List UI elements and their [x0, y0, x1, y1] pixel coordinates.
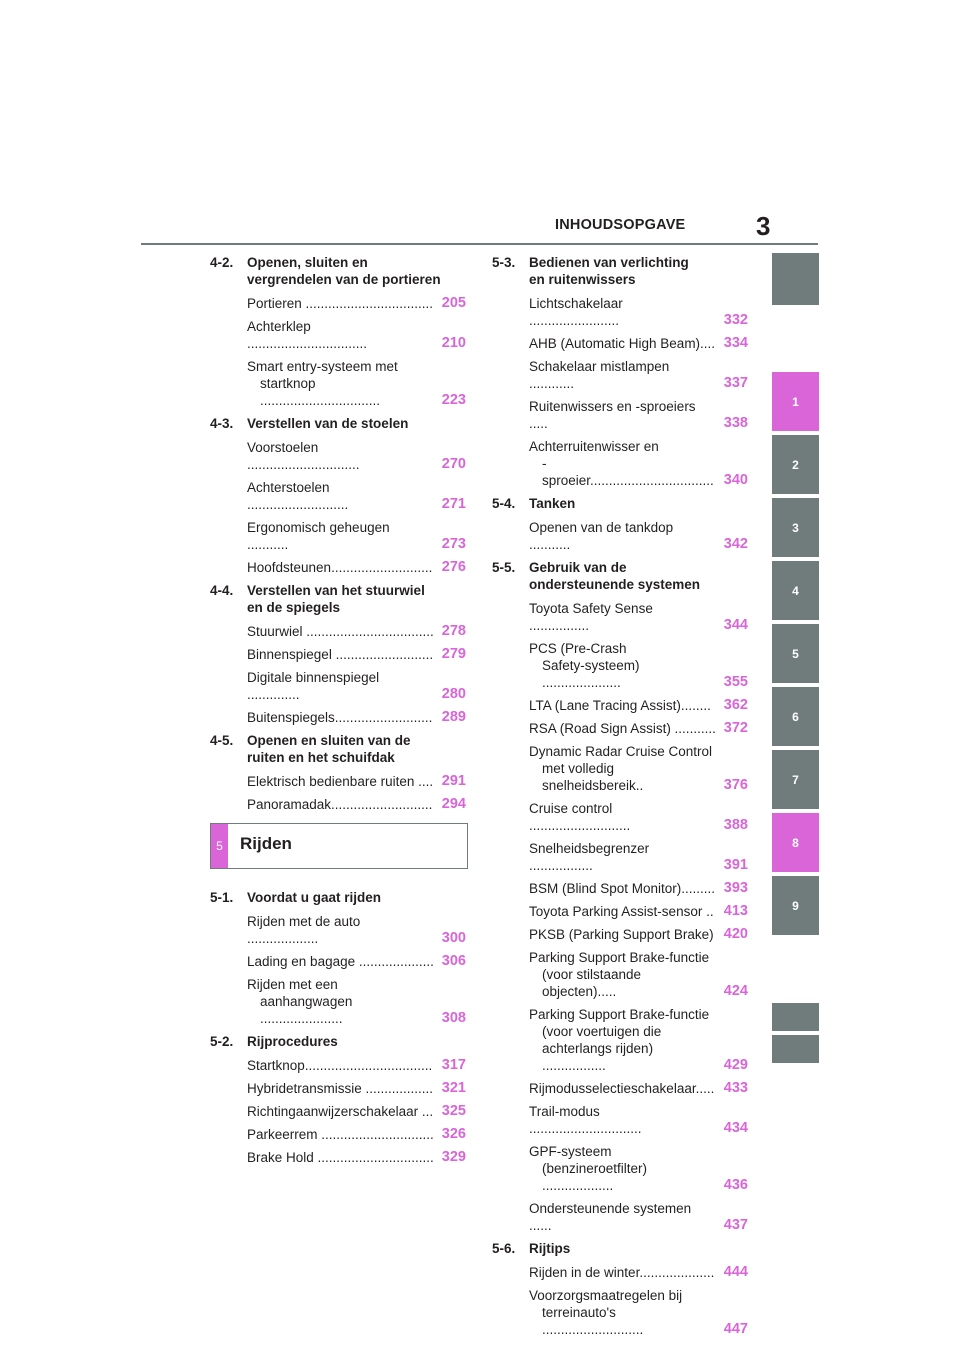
- toc-right-column: [492, 254, 750, 1344]
- page-link[interactable]: 271: [441, 496, 466, 512]
- toc-entry[interactable]: PCS (Pre-Crash Safety-systeem) ..................... 355: [529, 641, 748, 690]
- page-link[interactable]: 210: [441, 335, 466, 351]
- toc-entry[interactable]: Achterruitenwisser en -sproeier................................. 340: [529, 439, 748, 488]
- page-link[interactable]: 325: [441, 1103, 466, 1119]
- chapter-tab-4[interactable]: 4: [772, 561, 819, 620]
- page-number: 3: [756, 211, 771, 241]
- chapter-tab-1[interactable]: 1: [772, 372, 819, 431]
- chapter-title: Rijden: [240, 834, 292, 853]
- toc-entry[interactable]: Voorstoelen .............................. 270: [247, 440, 466, 472]
- page-link[interactable]: 334: [723, 335, 748, 351]
- toc-entry[interactable]: Snelheidsbegrenzer ................. 391: [529, 841, 748, 873]
- toc-entry[interactable]: AHB (Automatic High Beam).... 334: [529, 335, 748, 351]
- toc-left-column: [210, 254, 468, 1172]
- page-link[interactable]: 326: [441, 1126, 466, 1142]
- chapter-tab-8[interactable]: 8: [772, 813, 819, 872]
- page-link[interactable]: 344: [723, 617, 748, 633]
- chapter-tab-blank-b[interactable]: [772, 1035, 819, 1063]
- toc-entry[interactable]: Elektrisch bedienbare ruiten .... 291: [247, 773, 466, 789]
- page-link[interactable]: 388: [723, 817, 748, 833]
- toc-entry[interactable]: RSA (Road Sign Assist) ........... 372: [529, 720, 748, 736]
- toc-entry[interactable]: Buitenspiegels.......................... 289: [247, 709, 466, 725]
- toc-entry[interactable]: Rijmodusselectieschakelaar..... 433: [529, 1080, 748, 1096]
- toc-entry[interactable]: GPF-systeem (benzineroetfilter) ................... 436: [529, 1144, 748, 1193]
- chapter-tab-3[interactable]: 3: [772, 498, 819, 557]
- toc-entry[interactable]: Voorzorgsmaatregelen bij terreinauto's ........................... 447: [529, 1288, 748, 1337]
- chapter-heading-box: [210, 823, 468, 869]
- page-link[interactable]: 337: [723, 375, 748, 391]
- page-link[interactable]: 317: [441, 1057, 466, 1073]
- section-heading: 5-2. Rijprocedures: [210, 1034, 338, 1049]
- toc-entry[interactable]: Brake Hold ............................... 329: [247, 1149, 466, 1165]
- section-heading: 5-5. Gebruik van de ondersteunende systemen: [492, 560, 701, 592]
- toc-entry[interactable]: Parking Support Brake-functie (voor stilstaande objecten)..... 424: [529, 950, 748, 999]
- header-title: INHOUDSOPGAVE: [555, 217, 686, 233]
- page-link[interactable]: 355: [723, 674, 748, 690]
- toc-entry[interactable]: Ergonomisch geheugen ........... 273: [247, 520, 466, 552]
- chapter-tab-9[interactable]: 9: [772, 876, 819, 935]
- toc-entry[interactable]: Toyota Parking Assist-sensor .. 413: [529, 903, 748, 919]
- page-link[interactable]: 434: [723, 1120, 748, 1136]
- toc-entry[interactable]: Panoramadak........................... 294: [247, 796, 466, 812]
- toc-entry[interactable]: Rijden in de winter.................... 444: [529, 1264, 748, 1280]
- chapter-tab-blank-top[interactable]: [772, 253, 819, 305]
- toc-entry[interactable]: Openen van de tankdop ........... 342: [529, 520, 748, 552]
- page-link[interactable]: 436: [723, 1177, 748, 1193]
- page-link[interactable]: 223: [441, 392, 466, 408]
- section-heading: 5-3. Bedienen van verlichting en ruitenwissers: [492, 255, 689, 287]
- page-link[interactable]: 447: [723, 1321, 748, 1337]
- toc-entry[interactable]: Rijden met een aanhangwagen ...................... 308: [247, 977, 466, 1026]
- toc-entry[interactable]: Trail-modus .............................. 434: [529, 1104, 748, 1136]
- section-heading: 5-6. Rijtips: [492, 1241, 571, 1256]
- toc-entry[interactable]: Portieren .................................. 205: [247, 295, 466, 311]
- page-link[interactable]: 205: [441, 295, 466, 311]
- section-heading: 5-1. Voordat u gaat rijden: [210, 890, 382, 905]
- toc-entry[interactable]: Hoofdsteunen........................... 276: [247, 559, 466, 575]
- page-link[interactable]: 424: [723, 983, 748, 999]
- toc-entry[interactable]: PKSB (Parking Support Brake) 420: [529, 926, 748, 942]
- page-link[interactable]: 273: [441, 536, 466, 552]
- toc-entry[interactable]: Cruise control ........................... 388: [529, 801, 748, 833]
- section-heading: 4-4. Verstellen van het stuurwiel en de spiegels: [210, 583, 425, 615]
- page-link[interactable]: 433: [723, 1080, 748, 1096]
- toc-entry[interactable]: Binnenspiegel .......................... 279: [247, 646, 466, 662]
- section-heading: 4-2. Openen, sluiten en vergrendelen van de portieren: [210, 255, 441, 287]
- toc-entry[interactable]: Parking Support Brake-functie (voor voertuigen die achterlangs rijden) ................. 429: [529, 1007, 748, 1073]
- toc-entry[interactable]: Digitale binnenspiegel .............. 280: [247, 670, 466, 702]
- page-link[interactable]: 372: [723, 720, 748, 736]
- chapter-tab-2[interactable]: 2: [772, 435, 819, 494]
- page-link[interactable]: 300: [441, 930, 466, 946]
- page-link[interactable]: 306: [441, 953, 466, 969]
- chapter-number: 5: [211, 824, 228, 868]
- page-link[interactable]: 340: [723, 472, 748, 488]
- toc-entry[interactable]: Toyota Safety Sense ................ 344: [529, 601, 748, 633]
- page-link[interactable]: 437: [723, 1217, 748, 1233]
- toc-entry[interactable]: Parkeerrem .............................. 326: [247, 1126, 466, 1142]
- toc-entry[interactable]: LTA (Lane Tracing Assist)........ 362: [529, 697, 748, 713]
- chapter-tab-blank-a[interactable]: [772, 1003, 819, 1031]
- toc-entry[interactable]: BSM (Blind Spot Monitor)......... 393: [529, 880, 748, 896]
- chapter-tab-5[interactable]: 5: [772, 624, 819, 683]
- section-heading: 5-4. Tanken: [492, 496, 576, 511]
- page-link[interactable]: 342: [723, 536, 748, 552]
- page-link[interactable]: 270: [441, 456, 466, 472]
- page-link[interactable]: 420: [723, 926, 748, 942]
- page-link[interactable]: 276: [441, 559, 466, 575]
- page-link[interactable]: 444: [723, 1264, 748, 1280]
- toc-entry[interactable]: Schakelaar mistlampen ............ 337: [529, 359, 748, 391]
- page-link[interactable]: 362: [723, 697, 748, 713]
- page-link[interactable]: 294: [441, 796, 466, 812]
- toc-entry[interactable]: Ruitenwissers en -sproeiers ..... 338: [529, 399, 748, 431]
- toc-entry[interactable]: Stuurwiel .................................. 278: [247, 623, 466, 639]
- page-link[interactable]: 291: [441, 773, 466, 789]
- toc-entry[interactable]: Smart entry-systeem met startknop ................................ 223: [247, 359, 466, 408]
- toc-entry[interactable]: Achterklep ................................ 210: [247, 319, 466, 351]
- toc-entry[interactable]: Richtingaanwijzerschakelaar ... 325: [247, 1103, 466, 1119]
- page-link[interactable]: 278: [441, 623, 466, 639]
- toc-entry[interactable]: Hybridetransmissie .................. 321: [247, 1080, 466, 1096]
- chapter-tab-7[interactable]: 7: [772, 750, 819, 809]
- page-link[interactable]: 321: [441, 1080, 466, 1096]
- page-link[interactable]: 332: [723, 312, 748, 328]
- page-link[interactable]: 376: [723, 777, 748, 793]
- toc-entry[interactable]: Startknop.................................. 317: [247, 1057, 466, 1073]
- page-link[interactable]: 279: [441, 646, 466, 662]
- page-link[interactable]: 308: [441, 1010, 466, 1026]
- toc-entry[interactable]: Lichtschakelaar ........................ 332: [529, 296, 748, 328]
- page-link[interactable]: 289: [441, 709, 466, 725]
- toc-entry[interactable]: Dynamic Radar Cruise Control met volledig snelheidsbereik.. 376: [529, 744, 748, 793]
- section-heading: 4-5. Openen en sluiten van de ruiten en het schuifdak: [210, 733, 411, 765]
- toc-entry[interactable]: Rijden met de auto ................... 300: [247, 914, 466, 946]
- toc-entry[interactable]: Achterstoelen ........................... 271: [247, 480, 466, 512]
- page-link[interactable]: 413: [723, 903, 748, 919]
- page-link[interactable]: 393: [723, 880, 748, 896]
- page-link[interactable]: 280: [441, 686, 466, 702]
- page-link[interactable]: 391: [723, 857, 748, 873]
- page-link[interactable]: 329: [441, 1149, 466, 1165]
- section-heading: 4-3. Verstellen van de stoelen: [210, 416, 409, 431]
- toc-entry[interactable]: Lading en bagage .................... 306: [247, 953, 466, 969]
- header-rule: [141, 243, 818, 245]
- page-link[interactable]: 429: [723, 1057, 748, 1073]
- page-link[interactable]: 338: [723, 415, 748, 431]
- chapter-tab-6[interactable]: 6: [772, 687, 819, 746]
- toc-entry[interactable]: Ondersteunende systemen ...... 437: [529, 1201, 748, 1233]
